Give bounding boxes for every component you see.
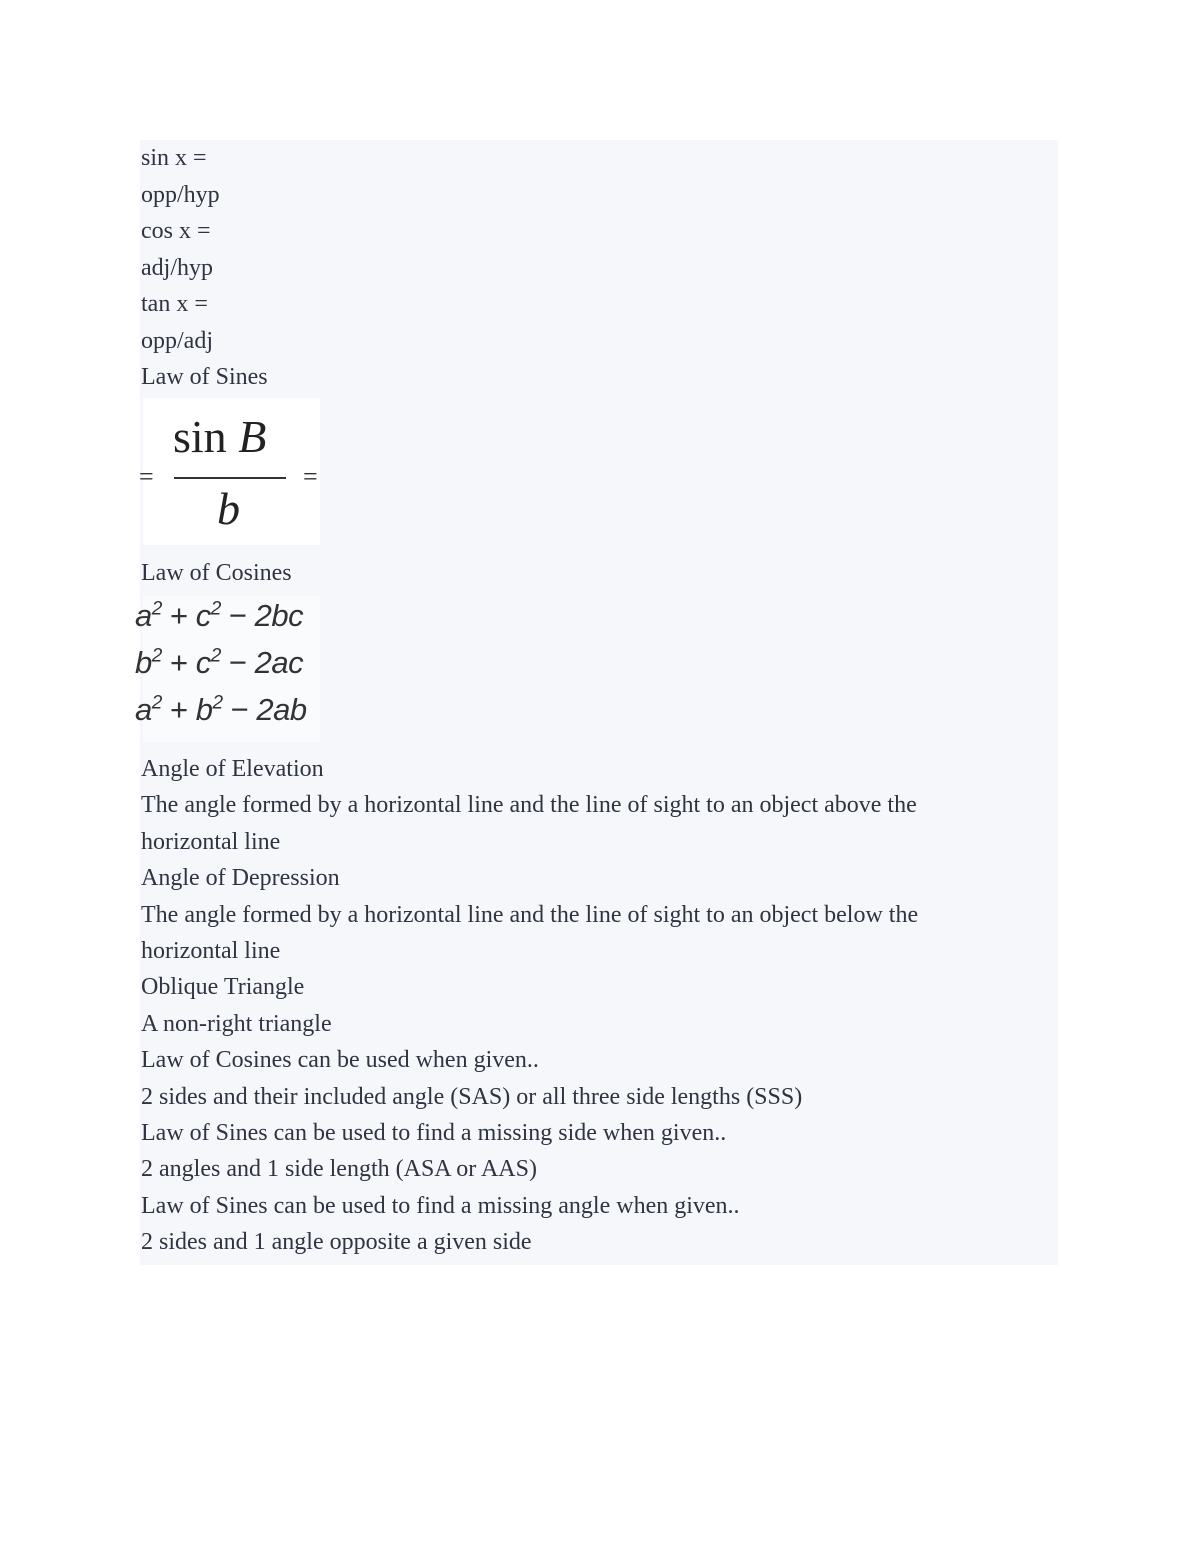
text-line: Law of Sines xyxy=(141,364,268,390)
var: b xyxy=(135,645,152,680)
sin-text: sin xyxy=(173,411,227,462)
text-line: adj/hyp xyxy=(141,254,213,281)
law-of-sines-formula-image xyxy=(139,398,320,545)
exponent: 2 xyxy=(151,692,162,714)
plus: + xyxy=(169,645,188,680)
exponent: 2 xyxy=(212,692,223,714)
law-of-cosines-formula-image xyxy=(135,596,320,742)
text-line: tan x = xyxy=(141,291,208,317)
text-line: sin x = xyxy=(141,145,207,171)
text-line: A non-right triangle xyxy=(141,1010,332,1037)
equals-sign: = xyxy=(139,462,154,491)
text-line: 2 sides and 1 angle opposite a given side xyxy=(141,1229,532,1256)
exponent: 2 xyxy=(151,598,162,620)
var: a xyxy=(135,598,152,633)
law-of-cosines-heading: Law of Cosines xyxy=(141,560,292,586)
text-line: Law of Sines can be used to find a missing side when given.. xyxy=(141,1120,727,1146)
term: 2ab xyxy=(256,692,307,727)
var: b xyxy=(195,692,213,727)
minus: − xyxy=(228,645,247,680)
cosine-formula-row xyxy=(135,645,303,681)
cosine-formula-row xyxy=(135,692,307,728)
text-line: horizontal line xyxy=(141,828,281,855)
var: c xyxy=(195,598,211,633)
var: c xyxy=(195,645,211,680)
text-line: The angle formed by a horizontal line and the line of sight to an object below the xyxy=(141,901,919,928)
plus: + xyxy=(169,598,188,633)
text-line: Law of Cosines can be used when given.. xyxy=(141,1047,539,1074)
formula-numerator xyxy=(173,410,266,463)
text-line: Oblique Triangle xyxy=(141,974,305,1001)
text-line: Angle of Depression xyxy=(141,865,340,892)
text-line: Angle of Elevation xyxy=(141,756,324,782)
formula-denominator: b xyxy=(217,483,240,534)
text-line: The angle formed by a horizontal line and the line of sight to an object above the xyxy=(141,792,917,819)
text-line: horizontal line xyxy=(141,938,281,964)
minus: − xyxy=(230,692,249,727)
term: 2ac xyxy=(254,645,304,680)
var: a xyxy=(135,692,152,727)
exponent: 2 xyxy=(151,645,162,667)
equals-sign: = xyxy=(303,462,318,491)
exponent: 2 xyxy=(210,645,221,667)
text-line: Law of Sines can be used to find a missing angle when given.. xyxy=(141,1192,740,1219)
text-line: 2 angles and 1 side length (ASA or AAS) xyxy=(141,1156,537,1183)
cosine-formula-row xyxy=(135,598,303,634)
text-line: 2 sides and their included angle (SAS) or all three side lengths (SSS) xyxy=(141,1083,803,1110)
text-line: opp/hyp xyxy=(141,181,220,208)
term: 2bc xyxy=(254,598,304,633)
text-line: opp/adj xyxy=(141,327,213,354)
text-line: cos x = xyxy=(141,218,211,244)
minus: − xyxy=(228,598,247,633)
variable-B: B xyxy=(238,411,267,462)
exponent: 2 xyxy=(210,598,221,620)
plus: + xyxy=(169,692,188,727)
fraction-bar xyxy=(174,477,286,479)
